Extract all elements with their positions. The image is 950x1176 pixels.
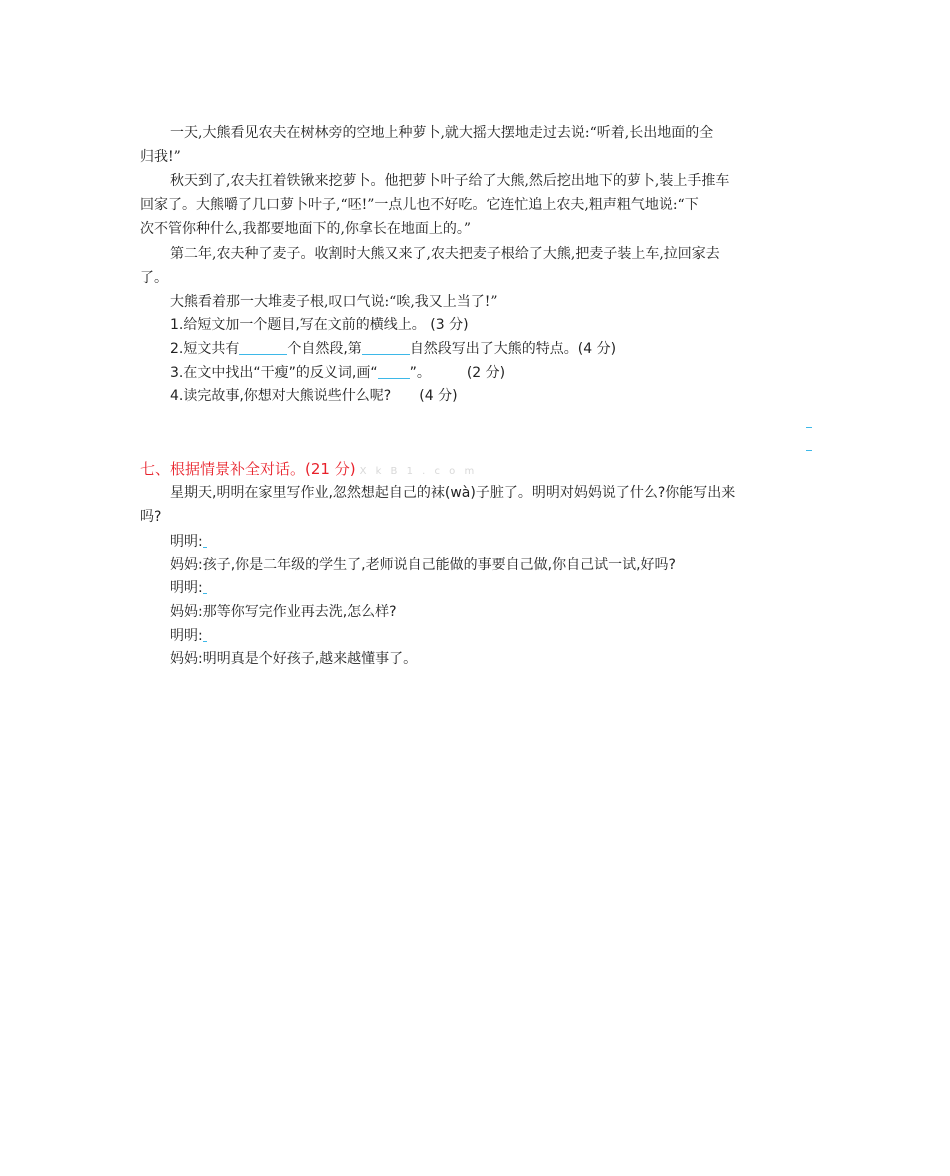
story-paragraph-4-line-1: 大熊看着那一大堆麦子根,叹口气说:“唉,我又上当了!” bbox=[170, 294, 498, 310]
story-paragraph-2-line-2: 回家了。大熊嚼了几口萝卜叶子,“呸!”一点儿也不好吃。它连忙追上农夫,粗声粗气地说:“下 bbox=[140, 197, 699, 213]
margin-mark-2 bbox=[806, 450, 812, 451]
section-7-heading bbox=[140, 458, 477, 483]
question-2 bbox=[170, 338, 812, 360]
answer-blank-2[interactable] bbox=[203, 579, 207, 594]
story-paragraph-3-line-1: 第二年,农夫种了麦子。收割时大熊又来了,农夫把麦子根给了大熊,把麦子装上车,拉回家去 bbox=[170, 246, 720, 262]
question-2-text-b: 个自然段,第 bbox=[287, 341, 362, 357]
question-1: 1.给短文加一个题目,写在文前的横线上。 (3 分) bbox=[170, 317, 469, 333]
watermark: X k B 1 . c o m bbox=[359, 466, 478, 477]
speaker-mingming-2: 明明: bbox=[170, 580, 203, 596]
dialogue-line-4: 妈妈:那等你写完作业再去洗,怎么样? bbox=[170, 604, 397, 620]
dialogue-line-3 bbox=[170, 577, 812, 599]
question-3-text-b: ”。 bbox=[409, 365, 431, 381]
dialogue-line-6: 妈妈:明明真是个好孩子,越来越懂事了。 bbox=[170, 651, 418, 667]
question-2-text-c: 自然段写出了大熊的特点。(4 分) bbox=[409, 341, 617, 357]
antonym-blank[interactable] bbox=[378, 364, 410, 379]
dialogue-intro-line-1: 星期天,明明在家里写作业,忽然想起自己的袜(wà)子脏了。明明对妈妈说了什么?你能写出来 bbox=[170, 485, 736, 501]
answer-blank-3[interactable] bbox=[203, 627, 207, 642]
paragraph-count-blank[interactable] bbox=[239, 340, 287, 355]
dialogue-line-5 bbox=[170, 625, 812, 647]
question-3 bbox=[170, 362, 812, 384]
paragraph-number-blank[interactable] bbox=[362, 340, 410, 355]
question-4-text: 4.读完故事,你想对大熊说些什么呢? bbox=[170, 388, 392, 404]
answer-blank-1[interactable] bbox=[203, 533, 207, 548]
story-paragraph-1-line-1: 一天,大熊看见农夫在树林旁的空地上种萝卜,就大摇大摆地走过去说:“听着,长出地面的全 bbox=[170, 125, 714, 141]
story-paragraph-2-line-3: 次不管你种什么,我都要地面下的,你拿长在地面上的。” bbox=[140, 221, 472, 237]
question-3-text-a: 3.在文中找出“干瘦”的反义词,画“ bbox=[170, 365, 378, 381]
dialogue-intro-line-2: 吗? bbox=[140, 509, 162, 525]
question-2-text-a: 2.短文共有 bbox=[170, 341, 240, 357]
story-paragraph-1-line-2: 归我!” bbox=[140, 149, 181, 165]
dialogue-line-1 bbox=[170, 531, 812, 553]
story-paragraph-3-line-2: 了。 bbox=[140, 270, 168, 286]
question-4-score: (4 分) bbox=[419, 388, 458, 404]
question-4 bbox=[170, 385, 812, 407]
speaker-mingming-3: 明明: bbox=[170, 628, 203, 644]
dialogue-line-2: 妈妈:孩子,你是二年级的学生了,老师说自己能做的事要自己做,你自己试一试,好吗? bbox=[170, 557, 676, 573]
story-paragraph-2-line-1: 秋天到了,农夫扛着铁锹来挖萝卜。他把萝卜叶子给了大熊,然后挖出地下的萝卜,装上手推车 bbox=[170, 173, 730, 189]
margin-mark-1 bbox=[806, 427, 812, 428]
speaker-mingming-1: 明明: bbox=[170, 534, 203, 550]
question-3-score: (2 分) bbox=[466, 365, 506, 381]
section-7-title: 七、根据情景补全对话。(21 分) bbox=[140, 460, 356, 478]
